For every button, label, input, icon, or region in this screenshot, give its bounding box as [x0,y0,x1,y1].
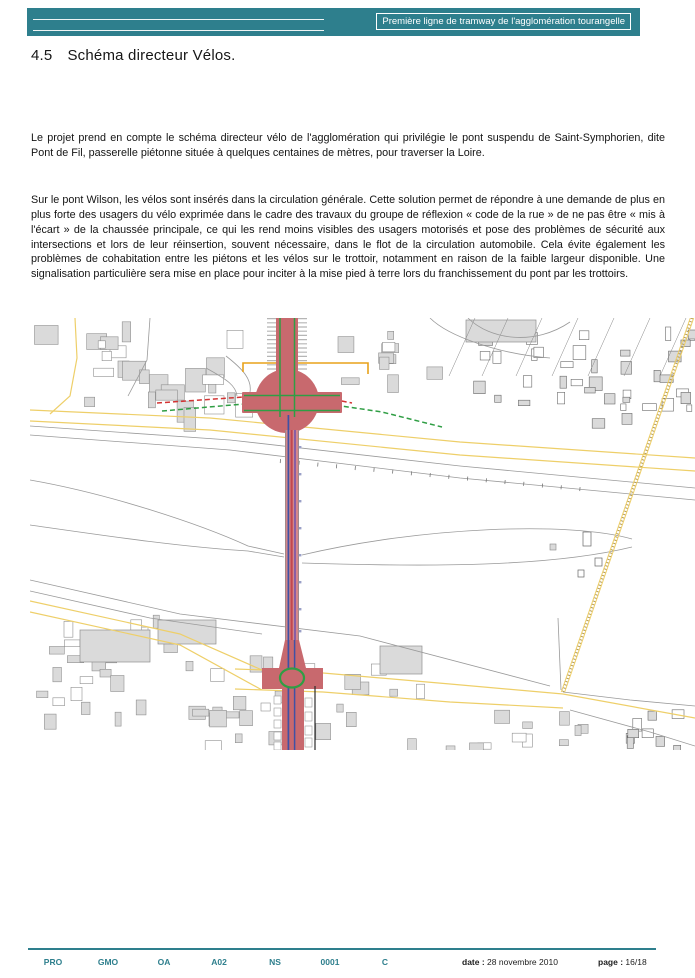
footer-cell-ns: NS [269,957,281,967]
tram-corridor [242,318,342,750]
buildings-layer [35,320,695,750]
map-figure [30,318,695,750]
footer-cell-a02: A02 [211,957,227,967]
banner-rule-line [33,30,324,31]
footer-page-value: 16/18 [625,957,647,967]
footer-date-label: date : [462,957,485,967]
section-number: 4.5 [31,47,53,64]
footer-page-label: page : [598,957,624,967]
footer-cell-oa: OA [157,957,171,967]
footer-cell-c: C [381,957,389,967]
banner-title: Première ligne de tramway de l'agglomération tourangelle [382,16,625,27]
section-title: Schéma directeur Vélos. [67,47,236,64]
banner-title-box [376,13,631,30]
map-svg [30,318,695,750]
body-paragraph-1: Le projet prend en compte le schéma directeur vélo de l'agglomération qui privilégie le pont suspendu de Saint-Symphorien, dite Pont de Fil, passerelle piétonne située à quelques centaines de mètres, pour traverser la Loire. [31,131,665,159]
banner-rule-line [33,19,324,20]
footer-cell-pro: PRO [43,957,63,967]
header-banner [27,8,640,36]
footer-date [462,957,558,967]
footer-date-value: 28 novembre 2010 [487,957,558,967]
footer-cell-gmo: GMO [97,957,119,967]
section-heading [31,47,235,64]
footer-page [598,957,647,967]
footer-rule [28,948,656,950]
body-paragraph-2: Sur le pont Wilson, les vélos sont insérés dans la circulation générale. Cette solution permet de répondre à une demande de plus en plus forte des usagers du vélo exprimée dans le cadre des travaux du groupe de réflexion « code de la rue » de ne pas être « mis à l'écart » de la chaussée principale, ce qui les rend moins visibles des usagers motorisés et pose des problèmes de sécurité aux intersections et lors de leur réinsertion, souvent nécessaire, dans le flot de la circulation automobile. Cela évite également les problèmes de cohabitation entre les piétons et les vélos sur le trottoir, notamment en raison de la faible largeur disponible. Une signalisation particulière sera mise en place pour inciter à la mise pied à terre lors du franchissement du pont par les trottoirs. [31,193,665,281]
footer-cell-0001: 0001 [320,957,340,967]
